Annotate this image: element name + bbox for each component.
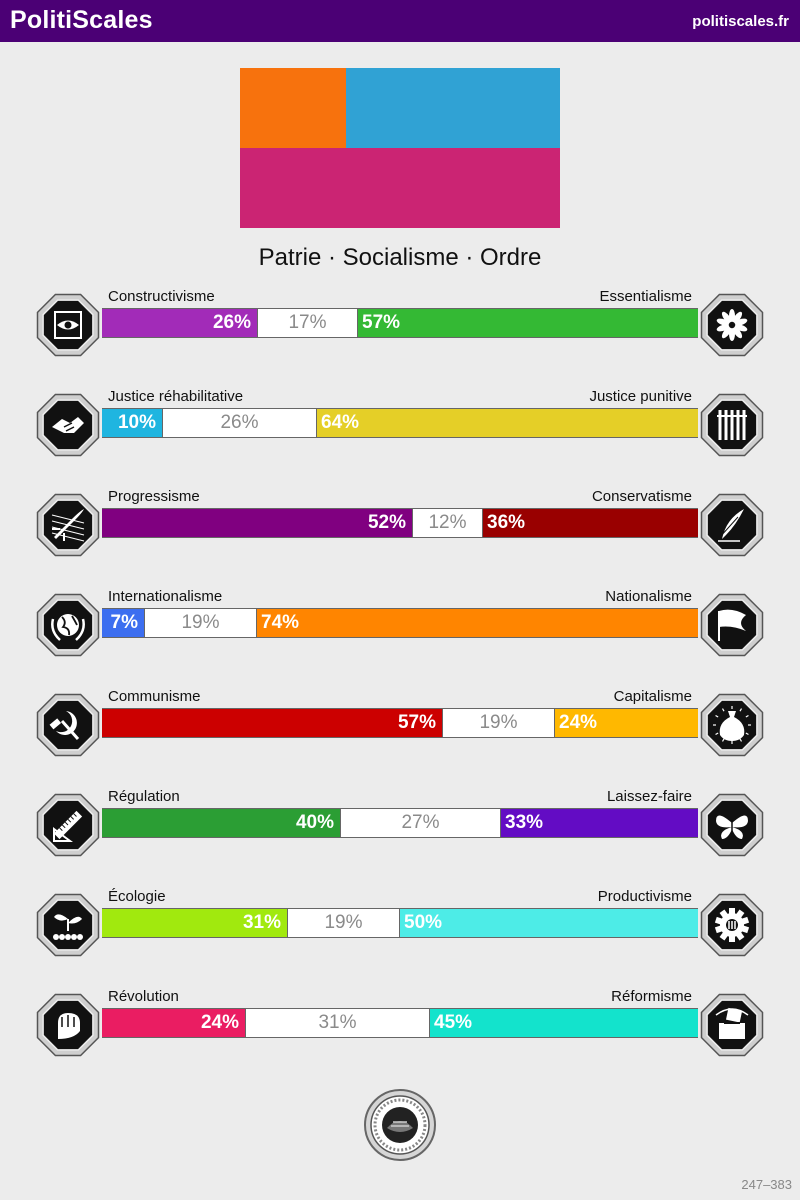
axis-neutral-segment: 12% [412,509,483,537]
axis-row [0,888,800,968]
site-link[interactable]: politiscales.fr [692,13,789,30]
slogan: Patrie · Socialisme · Ordre [258,244,542,271]
axis-bar [102,308,698,338]
axis-right-segment: 45% [430,1009,698,1037]
top-bar [0,0,800,42]
globe-laurel-icon [34,588,102,662]
axis-right-segment: 24% [555,709,698,737]
axis-left-segment: 7% [102,609,144,637]
axis-neutral-segment: 26% [162,409,317,437]
axis-right-label: Laissez-faire [606,788,692,805]
axis-left-segment: 57% [102,709,442,737]
flag-icon [698,588,766,662]
axis-neutral-segment: 19% [442,709,555,737]
axis-right-segment: 50% [400,909,698,937]
axis-right-label: Capitalisme [613,688,692,705]
axis-left-segment: 31% [102,909,287,937]
axis-bar [102,708,698,738]
butterfly-icon [698,788,766,862]
axis-left-label: Révolution [108,988,179,1005]
axis-neutral-segment: 31% [245,1009,430,1037]
app-title[interactable]: PolitiScales [10,6,153,34]
axis-left-label: Communisme [108,688,201,705]
axis-right-label: Essentialisme [599,288,692,305]
flag-bottom-block [240,148,560,228]
flag-top-right-block [346,68,560,148]
axis-left-label: Internationalisme [108,588,223,605]
prison-bars-icon [698,388,766,462]
axis-right-segment: 74% [257,609,698,637]
axis-row [0,688,800,768]
axis-bar [102,808,698,838]
axis-neutral-segment: 27% [340,809,501,837]
flower-icon [698,288,766,362]
axis-bar [102,908,698,938]
money-bag-icon [698,688,766,762]
axis-bar [102,1008,698,1038]
eye-in-frame-icon [34,288,102,362]
axis-left-label: Constructivisme [108,288,215,305]
ballot-box-icon [698,988,766,1062]
axis-row [0,588,800,668]
axis-right-segment: 36% [483,509,698,537]
axis-right-segment: 57% [358,309,698,337]
axis-right-label: Nationalisme [605,588,692,605]
axis-bar [102,408,698,438]
axis-bar [102,608,698,638]
ruler-icon [34,788,102,862]
axis-left-label: Régulation [108,788,180,805]
axis-right-label: Réformisme [611,988,692,1005]
axis-right-label: Productivisme [597,888,692,905]
axis-left-segment: 52% [102,509,412,537]
gear-icon [698,888,766,962]
axis-left-segment: 24% [102,1009,245,1037]
axis-left-label: Justice réhabilitative [108,388,244,405]
hammer-sickle-icon [34,688,102,762]
axis-neutral-segment: 19% [144,609,257,637]
axis-left-segment: 26% [102,309,257,337]
axis-row [0,288,800,368]
axis-neutral-segment: 19% [287,909,400,937]
axis-right-segment: 33% [501,809,698,837]
axis-row [0,988,800,1068]
seedling-icon [34,888,102,962]
axis-left-segment: 40% [102,809,340,837]
axis-row [0,788,800,868]
handshake-icon [34,388,102,462]
axis-left-label: Progressisme [108,488,200,505]
axis-left-segment: 10% [102,409,162,437]
axis-neutral-segment: 17% [257,309,358,337]
rocket-icon [34,488,102,562]
axis-right-label: Justice punitive [589,388,692,405]
axis-left-label: Écologie [108,888,166,905]
version-label: 247–383 [741,1177,792,1192]
axis-row [0,488,800,568]
fist-icon [34,988,102,1062]
quill-icon [698,488,766,562]
axis-bar [102,508,698,538]
axis-row [0,388,800,468]
axis-right-label: Conservatisme [591,488,692,505]
result-flag [240,68,560,228]
flag-top-left-block [240,68,346,148]
politiscales-seal-icon [363,1088,437,1162]
axis-right-segment: 64% [317,409,698,437]
